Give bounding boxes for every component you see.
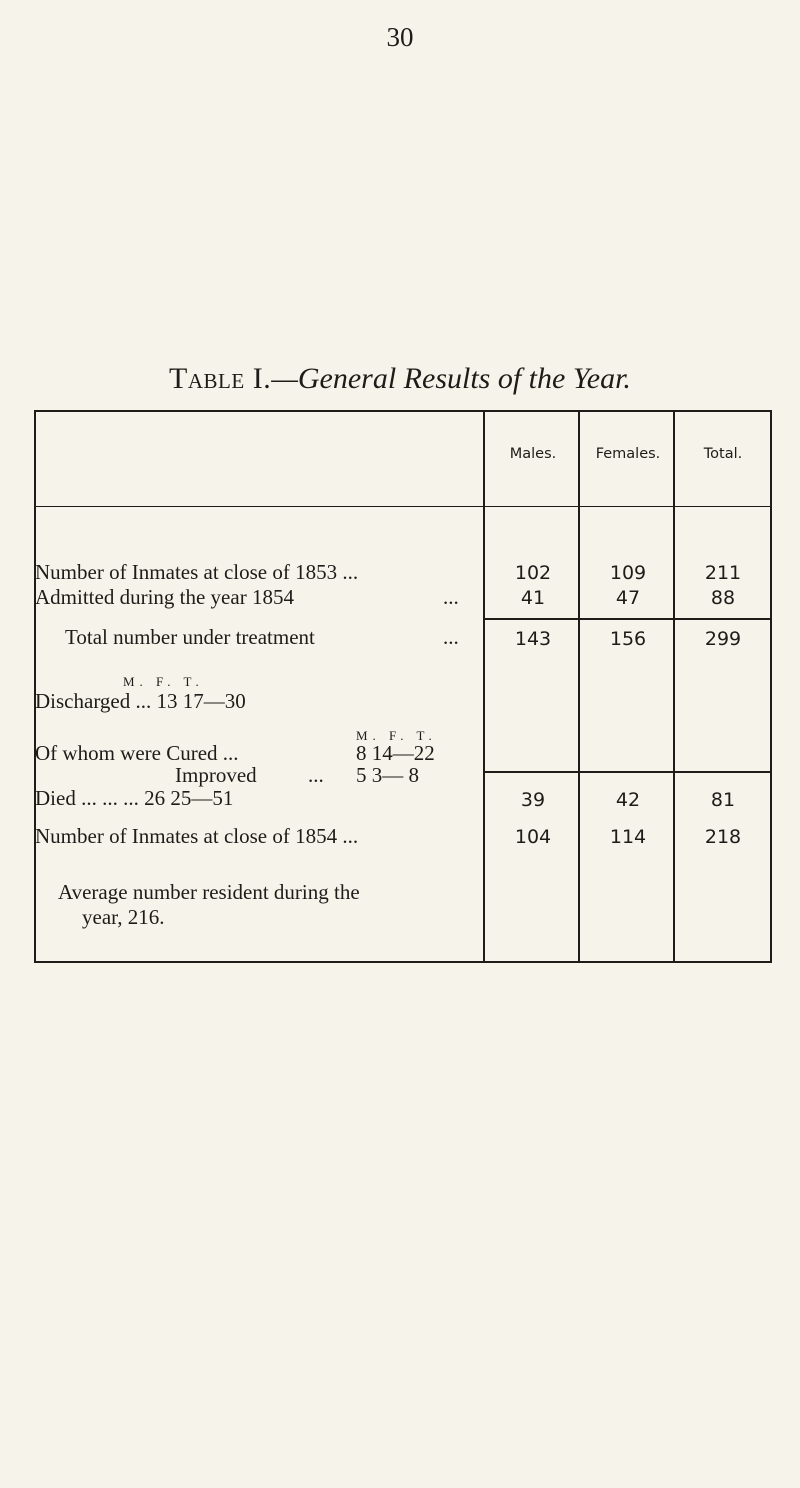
row-label-total-treatment: Total number under treatment <box>65 625 315 649</box>
row-label-admitted: Admitted during the year 1854 <box>35 585 294 609</box>
discharged-mft-heading: M. F. T. <box>123 674 204 689</box>
cell-inmates-1853-males: 102 <box>514 562 552 584</box>
row-label-discharged: Discharged ... 13 17—30 <box>35 689 246 713</box>
cell-inmates-1853-total: 211 <box>704 562 742 584</box>
cell-admitted-total: 88 <box>710 587 736 609</box>
average-line-1: Average number resident during the <box>58 880 360 904</box>
row-label-died: Died ... ... ... 26 25—51 <box>35 786 234 810</box>
column-header-males: Males. <box>509 446 557 462</box>
row-label-cured: Of whom were Cured ... <box>35 741 239 765</box>
col-divider-3 <box>673 410 675 962</box>
row-label-inmates-1853: Number of Inmates at close of 1853 ... <box>35 560 359 584</box>
row-dots-total-treatment: ... <box>443 625 459 649</box>
row-dots-admitted: ... <box>443 585 459 609</box>
table-bottom-rule <box>34 961 772 963</box>
title-lead: Table I. <box>169 362 272 395</box>
total-rule <box>483 771 772 773</box>
page-number: 30 <box>386 22 414 52</box>
header-bottom-rule <box>34 506 772 507</box>
col-divider-1 <box>483 410 485 962</box>
col-divider-2 <box>578 410 580 962</box>
cell-died-total: 81 <box>710 789 736 811</box>
row-label-inmates-1854: Number of Inmates at close of 1854 ... <box>35 824 359 848</box>
cell-inmates-1854-total: 218 <box>704 826 742 848</box>
cell-inmates-1854-males: 104 <box>514 826 552 848</box>
table-top-rule <box>34 410 772 412</box>
column-header-total: Total. <box>703 446 743 462</box>
row-dots-improved: ... <box>308 763 324 787</box>
cell-admitted-males: 41 <box>520 587 546 609</box>
cell-total-treatment-females: 156 <box>609 628 647 650</box>
cured-mft-heading: M. F. T. <box>356 728 437 743</box>
cell-inmates-1853-females: 109 <box>609 562 647 584</box>
row-label-improved: Improved <box>175 763 257 787</box>
row-values-cured: 8 14—22 <box>356 741 435 765</box>
cell-total-treatment-total: 299 <box>704 628 742 650</box>
right-border <box>770 410 772 962</box>
cell-admitted-females: 47 <box>615 587 641 609</box>
page-title <box>0 362 800 396</box>
title-rest: —General Results of the Year. <box>271 362 631 395</box>
subtotal-rule <box>483 618 772 620</box>
column-header-females: Females. <box>595 446 661 462</box>
average-line-2: year, 216. <box>82 905 165 929</box>
cell-inmates-1854-females: 114 <box>609 826 647 848</box>
cell-died-males: 39 <box>520 789 546 811</box>
cell-died-females: 42 <box>615 789 641 811</box>
results-table <box>34 410 770 1488</box>
left-border <box>34 410 36 962</box>
row-values-improved: 5 3— 8 <box>356 763 419 787</box>
cell-total-treatment-males: 143 <box>514 628 552 650</box>
